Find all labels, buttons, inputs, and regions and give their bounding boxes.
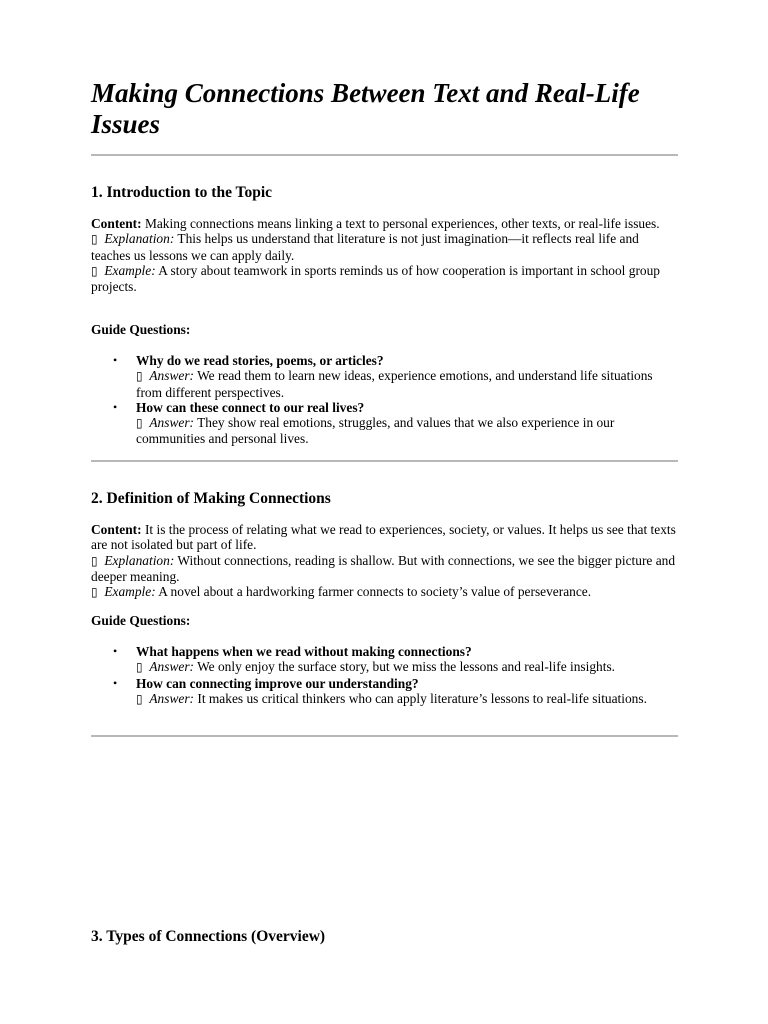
content-label: Content: (91, 522, 142, 537)
explanation-label: Explanation: (104, 231, 175, 247)
content-text: Making connections means linking a text to personal experiences, other texts, or real-life issues. (144, 216, 660, 231)
question-text: Why do we read stories, poems, or articles? (136, 353, 384, 368)
explanation-paragraph (91, 231, 681, 263)
section-2-heading: 2. Definition of Making Connections (91, 490, 331, 507)
example-label: Example: (104, 584, 156, 600)
page-title: Making Connections Between Text and Real-Life Issues (91, 78, 640, 139)
answer-text: We read them to learn new ideas, experience emotions, and understand life situations from different perspectives. (136, 368, 653, 400)
answer-label: Answer: (149, 415, 194, 431)
placeholder-box-icon: ▯ (91, 585, 98, 600)
section-1-heading: 1. Introduction to the Topic (91, 184, 273, 201)
question-text: How can these connect to our real lives? (136, 399, 365, 415)
explanation-paragraph (91, 553, 681, 585)
example-text: A novel about a hardworking farmer connects to society’s value of perseverance. (158, 584, 592, 600)
content-paragraph (91, 216, 681, 231)
list-item (91, 676, 681, 708)
answer-text: It makes us critical thinkers who can apply literature’s lessons to real-life situations. (197, 690, 647, 706)
horizontal-rule (91, 154, 678, 156)
horizontal-rule (91, 460, 678, 462)
question-text: How can connecting improve our understanding? (136, 675, 419, 691)
placeholder-box-icon: ▯ (91, 232, 98, 247)
answer-label: Answer: (149, 690, 194, 706)
explanation-label: Explanation: (104, 552, 175, 568)
example-text: A story about teamwork in sports reminds us of how cooperation is important in school group projects. (91, 262, 660, 295)
guide-questions-label: Guide Questions: (91, 613, 191, 628)
answer-label: Answer: (149, 368, 194, 384)
placeholder-box-icon: ▯ (136, 369, 143, 384)
example-paragraph (91, 584, 681, 600)
question-text: What happens when we read without making connections? (136, 644, 472, 659)
explanation-text: This helps us understand that literature is not just imagination—it reflects real life and teaches us lessons we can apply daily. (91, 231, 639, 263)
guide-questions-list (91, 644, 681, 707)
example-label: Example: (104, 262, 156, 278)
guide-questions-list (91, 353, 681, 447)
placeholder-box-icon: ▯ (91, 263, 98, 278)
guide-questions-label: Guide Questions: (91, 322, 191, 337)
content-paragraph (91, 522, 681, 553)
placeholder-box-icon: ▯ (136, 660, 143, 675)
content-label: Content: (91, 216, 142, 231)
content-text: It is the process of relating what we read to experiences, society, or values. It helps us see that texts are not isolated but part of life. (91, 522, 676, 553)
answer-text: We only enjoy the surface story, but we miss the lessons and real-life insights. (197, 659, 616, 675)
placeholder-box-icon: ▯ (136, 691, 143, 706)
horizontal-rule (91, 735, 678, 737)
explanation-text: Without connections, reading is shallow. But with connections, we see the bigger picture and deeper meaning. (91, 552, 676, 584)
section-2-body (91, 522, 681, 600)
placeholder-box-icon: ▯ (91, 553, 98, 568)
answer-text: They show real emotions, struggles, and values that we also experience in our communities and personal lives. (136, 415, 615, 447)
list-item (91, 400, 681, 447)
list-item (91, 353, 681, 400)
answer-label: Answer: (149, 659, 194, 675)
list-item (91, 644, 681, 676)
section-1-body (91, 216, 681, 294)
placeholder-box-icon: ▯ (136, 416, 143, 431)
section-3-heading: 3. Types of Connections (Overview) (91, 928, 326, 945)
example-paragraph (91, 263, 681, 295)
